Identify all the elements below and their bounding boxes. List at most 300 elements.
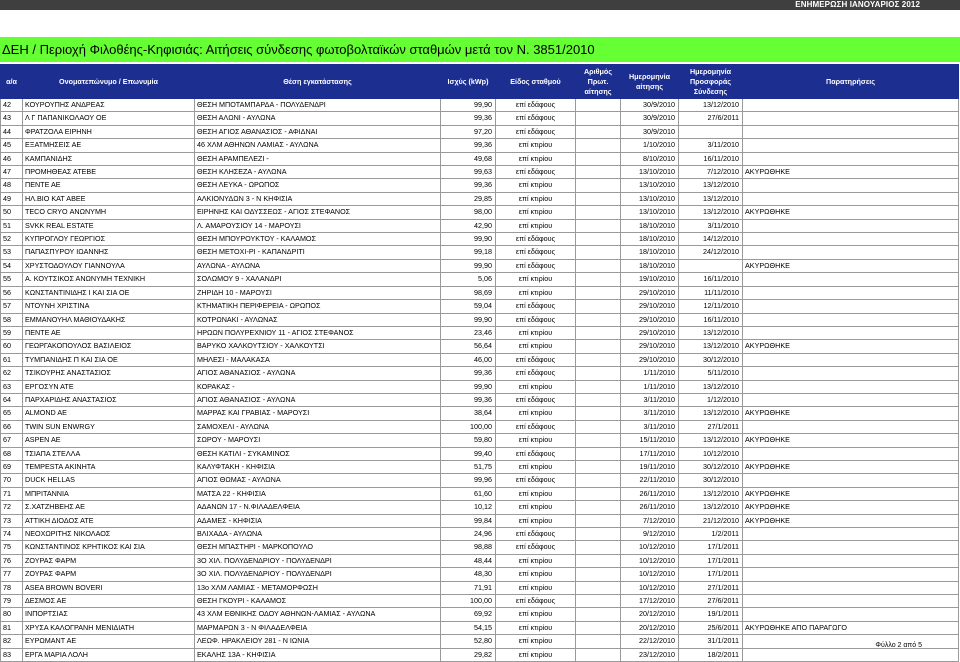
column-header: Ημερομηνία αίτησης (621, 65, 679, 99)
remarks-cell (743, 300, 959, 313)
row-number-cell: 79 (1, 595, 23, 608)
power-kwp-cell: 98,88 (441, 541, 496, 554)
update-label: ΕΝΗΜΕΡΩΣΗ ΙΑΝΟΥΑΡΙΟΣ 2012 (795, 0, 920, 9)
installation-site-cell: 3Ο ΧΙΛ. ΠΟΛΥΔΕΝΔΡΙΟΥ - ΠΟΛΥΔΕΝΔΡΙ (195, 568, 441, 581)
table-row (1, 380, 959, 393)
application-date-cell: 13/10/2010 (621, 192, 679, 205)
station-type-cell: επί εδάφους (496, 166, 576, 179)
installation-site-cell: ΘΕΣΗ ΚΛΗΣΕΖΑ - ΑΥΛΩΝΑ (195, 166, 441, 179)
row-number-cell: 69 (1, 460, 23, 473)
table-row (1, 152, 959, 165)
application-date-cell: 13/10/2010 (621, 166, 679, 179)
row-number-cell: 66 (1, 420, 23, 433)
applicant-name-cell: ΝΕΟΧΩΡΙΤΗΣ ΝΙΚΟΛΑΟΣ (23, 528, 195, 541)
station-type-cell: επί εδάφους (496, 474, 576, 487)
page-number: Φύλλο 2 από 5 (875, 642, 922, 649)
installation-site-cell: ΣΟΛΩΜΟΥ 9 - ΧΑΛΑΝΔΡΙ (195, 273, 441, 286)
remarks-cell: ΑΚΥΡΩΘΗΚΕ (743, 514, 959, 527)
station-type-cell: επί κτιρίου (496, 487, 576, 500)
station-type-cell: επί κτιρίου (496, 340, 576, 353)
remarks-cell (743, 474, 959, 487)
protocol-number-cell (576, 99, 621, 112)
installation-site-cell: ΑΓΙΟΣ ΘΩΜΑΣ - ΑΥΛΩΝΑ (195, 474, 441, 487)
remarks-cell (743, 367, 959, 380)
protocol-number-cell (576, 474, 621, 487)
protocol-number-cell (576, 179, 621, 192)
offer-date-cell: 30/12/2010 (679, 353, 743, 366)
protocol-number-cell (576, 125, 621, 138)
table-row (1, 233, 959, 246)
table-row (1, 487, 959, 500)
application-date-cell: 22/12/2010 (621, 635, 679, 648)
protocol-number-cell (576, 273, 621, 286)
offer-date-cell: 13/12/2010 (679, 501, 743, 514)
applicant-name-cell: Σ.ΧΑΤΖΗΒΕΗΣ ΑΕ (23, 501, 195, 514)
power-kwp-cell: 99,90 (441, 99, 496, 112)
table-row (1, 568, 959, 581)
power-kwp-cell: 99,36 (441, 139, 496, 152)
remarks-cell (743, 152, 959, 165)
remarks-cell (743, 393, 959, 406)
application-date-cell: 30/9/2010 (621, 112, 679, 125)
installation-site-cell: ΚΟΤΡΩΝΑΚΙ - ΑΥΛΩΝΑΣ (195, 313, 441, 326)
protocol-number-cell (576, 380, 621, 393)
table-row (1, 273, 959, 286)
protocol-number-cell (576, 206, 621, 219)
station-type-cell: επί κτιρίου (496, 219, 576, 232)
table-row (1, 219, 959, 232)
installation-site-cell: ΑΛΚΙΟΝΥΔΩΝ 3 - Ν ΚΗΦΙΣΙΑ (195, 192, 441, 205)
title-bar (0, 37, 960, 62)
power-kwp-cell: 48,44 (441, 554, 496, 567)
installation-site-cell: ΘΕΣΗ ΑΓΙΟΣ ΑΘΑΝΑΣΙΟΣ - ΑΦΙΔΝΑΙ (195, 125, 441, 138)
station-type-cell: επί κτιρίου (496, 286, 576, 299)
remarks-cell (743, 286, 959, 299)
applicant-name-cell: ΑΤΤΙΚΗ ΔΙΟΔΟΣ ΑΤΕ (23, 514, 195, 527)
installation-site-cell: ΜΑΡΜΑΡΩΝ 3 - Ν ΦΙΛΑΔΕΛΦΕΙΑ (195, 621, 441, 634)
remarks-cell (743, 246, 959, 259)
table-row (1, 139, 959, 152)
applicant-name-cell: Α. ΚΟΥΤΣΙΚΟΣ ΑΝΩΝΥΜΗ ΤΕΧΝΙΚΗ (23, 273, 195, 286)
offer-date-cell: 27/1/2011 (679, 420, 743, 433)
row-number-cell: 59 (1, 326, 23, 339)
remarks-cell (743, 112, 959, 125)
application-date-cell: 29/10/2010 (621, 286, 679, 299)
power-kwp-cell: 99,90 (441, 259, 496, 272)
table-row (1, 595, 959, 608)
row-number-cell: 74 (1, 528, 23, 541)
application-date-cell: 29/10/2010 (621, 313, 679, 326)
installation-site-cell: ΕΚΑΛΗΣ 13Α - ΚΗΦΙΣΙΑ (195, 648, 441, 661)
offer-date-cell: 13/12/2010 (679, 206, 743, 219)
remarks-cell (743, 313, 959, 326)
row-number-cell: 51 (1, 219, 23, 232)
table-row (1, 581, 959, 594)
offer-date-cell: 16/11/2010 (679, 152, 743, 165)
remarks-cell (743, 179, 959, 192)
power-kwp-cell: 29,82 (441, 648, 496, 661)
application-date-cell: 3/11/2010 (621, 393, 679, 406)
table-row (1, 648, 959, 661)
offer-date-cell: 16/11/2010 (679, 273, 743, 286)
protocol-number-cell (576, 313, 621, 326)
row-number-cell: 60 (1, 340, 23, 353)
application-date-cell: 3/11/2010 (621, 407, 679, 420)
power-kwp-cell: 38,64 (441, 407, 496, 420)
station-type-cell: επί εδάφους (496, 233, 576, 246)
remarks-cell (743, 380, 959, 393)
applicant-name-cell: ASPEN AE (23, 434, 195, 447)
table-row (1, 460, 959, 473)
applicant-name-cell: ΠΑΡΧΑΡΙΔΗΣ ΑΝΑΣΤΑΣΙΟΣ (23, 393, 195, 406)
station-type-cell: επί εδάφους (496, 300, 576, 313)
station-type-cell: επί εδάφους (496, 313, 576, 326)
remarks-cell (743, 326, 959, 339)
power-kwp-cell: 99,84 (441, 514, 496, 527)
applicant-name-cell: ΚΩΝΣΤΑΝΤΙΝΟΣ ΚΡΗΤΙΚΟΣ ΚΑΙ ΣΙΑ (23, 541, 195, 554)
protocol-number-cell (576, 554, 621, 567)
table-row (1, 501, 959, 514)
application-date-cell: 10/12/2010 (621, 568, 679, 581)
remarks-cell (743, 233, 959, 246)
applicant-name-cell: ΚΩΝΣΤΑΝΤΙΝΙΔΗΣ Ι ΚΑΙ ΣΙΑ ΟΕ (23, 286, 195, 299)
protocol-number-cell (576, 192, 621, 205)
protocol-number-cell (576, 487, 621, 500)
row-number-cell: 62 (1, 367, 23, 380)
power-kwp-cell: 100,00 (441, 595, 496, 608)
column-header: Είδος σταθμού (496, 65, 576, 99)
offer-date-cell: 13/12/2010 (679, 487, 743, 500)
application-date-cell: 9/12/2010 (621, 528, 679, 541)
station-type-cell: επί εδάφους (496, 447, 576, 460)
applicant-name-cell: ΕΥΡΩΜΑΝΤ ΑΕ (23, 635, 195, 648)
applicant-name-cell: ΔΕΣΜΟΣ ΑΕ (23, 595, 195, 608)
installation-site-cell: ΘΕΣΗ ΓΚΟΥΡΙ - ΚΑΛΑΜΟΣ (195, 595, 441, 608)
station-type-cell: επί εδάφους (496, 420, 576, 433)
row-number-cell: 43 (1, 112, 23, 125)
table-row (1, 326, 959, 339)
applicant-name-cell: TEMPESTA ΑΚΙΝΗΤΑ (23, 460, 195, 473)
row-number-cell: 50 (1, 206, 23, 219)
protocol-number-cell (576, 407, 621, 420)
table-row (1, 300, 959, 313)
row-number-cell: 78 (1, 581, 23, 594)
offer-date-cell: 13/12/2010 (679, 326, 743, 339)
offer-date-cell: 3/11/2010 (679, 219, 743, 232)
application-date-cell: 30/9/2010 (621, 125, 679, 138)
station-type-cell: επί κτιρίου (496, 581, 576, 594)
station-type-cell: επί εδάφους (496, 595, 576, 608)
protocol-number-cell (576, 139, 621, 152)
row-number-cell: 46 (1, 152, 23, 165)
installation-site-cell: ΘΕΣΗ ΚΑΤΙΛΙ - ΣΥΚΑΜΙΝΟΣ (195, 447, 441, 460)
remarks-cell (743, 273, 959, 286)
protocol-number-cell (576, 635, 621, 648)
applicant-name-cell: ΜΠΡΙΤΑΝΝΙΑ (23, 487, 195, 500)
installation-site-cell: ΜΑΤΣΑ 22 - ΚΗΦΙΣΙΑ (195, 487, 441, 500)
protocol-number-cell (576, 259, 621, 272)
power-kwp-cell: 5,06 (441, 273, 496, 286)
protocol-number-cell (576, 367, 621, 380)
power-kwp-cell: 49,68 (441, 152, 496, 165)
installation-site-cell: ΑΔΑΜΕΣ - ΚΗΦΙΣΙΑ (195, 514, 441, 527)
installation-site-cell: ΒΛΙΧΑΔΑ - ΑΥΛΩΝΑ (195, 528, 441, 541)
row-number-cell: 65 (1, 407, 23, 420)
application-date-cell: 29/10/2010 (621, 353, 679, 366)
protocol-number-cell (576, 219, 621, 232)
remarks-cell: ΑΚΥΡΩΘΗΚΕ (743, 206, 959, 219)
power-kwp-cell: 99,90 (441, 380, 496, 393)
application-date-cell: 15/11/2010 (621, 434, 679, 447)
station-type-cell: επί εδάφους (496, 112, 576, 125)
remarks-cell (743, 568, 959, 581)
installation-site-cell: ΑΓΙΟΣ ΑΘΑΝΑΣΙΟΣ - ΑΥΛΩΝΑ (195, 367, 441, 380)
power-kwp-cell: 51,75 (441, 460, 496, 473)
row-number-cell: 64 (1, 393, 23, 406)
installation-site-cell: ΘΕΣΗ ΛΕΥΚΑ - ΩΡΩΠΟΣ (195, 179, 441, 192)
applicant-name-cell: ΕΡΓΟΣΥΝ ΑΤΕ (23, 380, 195, 393)
application-date-cell: 18/10/2010 (621, 246, 679, 259)
station-type-cell: επί εδάφους (496, 353, 576, 366)
table-row (1, 179, 959, 192)
station-type-cell: επί κτιρίου (496, 380, 576, 393)
column-header: Παρατηρήσεις (743, 65, 959, 99)
station-type-cell: επί κτιρίου (496, 152, 576, 165)
offer-date-cell: 18/2/2011 (679, 648, 743, 661)
row-number-cell: 52 (1, 233, 23, 246)
offer-date-cell: 10/12/2010 (679, 447, 743, 460)
offer-date-cell: 7/12/2010 (679, 166, 743, 179)
applicant-name-cell: ΚΥΠΡΟΓΛΟΥ ΓΕΩΡΓΙΟΣ (23, 233, 195, 246)
row-number-cell: 63 (1, 380, 23, 393)
offer-date-cell: 13/12/2010 (679, 434, 743, 447)
offer-date-cell: 13/12/2010 (679, 340, 743, 353)
protocol-number-cell (576, 246, 621, 259)
station-type-cell: επί κτιρίου (496, 554, 576, 567)
offer-date-cell: 30/12/2010 (679, 474, 743, 487)
row-number-cell: 72 (1, 501, 23, 514)
power-kwp-cell: 99,36 (441, 179, 496, 192)
protocol-number-cell (576, 326, 621, 339)
row-number-cell: 70 (1, 474, 23, 487)
applicant-name-cell: Λ Γ ΠΑΠΑΝΙΚΟΛΑΟΥ ΟΕ (23, 112, 195, 125)
table-row (1, 353, 959, 366)
table-header-row (1, 65, 959, 99)
power-kwp-cell: 99,90 (441, 233, 496, 246)
application-date-cell: 3/11/2010 (621, 420, 679, 433)
power-kwp-cell: 99,63 (441, 166, 496, 179)
offer-date-cell (679, 259, 743, 272)
remarks-cell (743, 581, 959, 594)
installation-site-cell: 3Ο ΧΙΛ. ΠΟΛΥΔΕΝΔΡΙΟΥ - ΠΟΛΥΔΕΝΔΡΙ (195, 554, 441, 567)
power-kwp-cell: 42,90 (441, 219, 496, 232)
table-row (1, 313, 959, 326)
application-date-cell: 1/11/2010 (621, 380, 679, 393)
applications-table (0, 64, 959, 662)
application-date-cell: 29/10/2010 (621, 326, 679, 339)
installation-site-cell: 43 ΧΛΜ ΕΘΝΙΚΗΣ ΟΔΟΥ ΑΘΗΝΩΝ-ΛΑΜΙΑΣ - ΑΥΛΩΝΑ (195, 608, 441, 621)
offer-date-cell: 3/11/2010 (679, 139, 743, 152)
offer-date-cell: 12/11/2010 (679, 300, 743, 313)
power-kwp-cell: 99,90 (441, 313, 496, 326)
row-number-cell: 75 (1, 541, 23, 554)
protocol-number-cell (576, 300, 621, 313)
station-type-cell: επί κτιρίου (496, 326, 576, 339)
applicant-name-cell: ΠΡΟΜΗΘΕΑΣ ΑΤΕΒΕ (23, 166, 195, 179)
installation-site-cell: ΚΤΗΜΑΤΙΚΗ ΠΕΡΙΦΕΡΕΙΑ - ΩΡΩΠΟΣ (195, 300, 441, 313)
applicant-name-cell: SVKK REAL ESTATE (23, 219, 195, 232)
offer-date-cell: 25/6/2011 (679, 621, 743, 634)
offer-date-cell: 16/11/2010 (679, 313, 743, 326)
column-header: α/α (1, 65, 23, 99)
installation-site-cell: ΣΑΜΟΧΕΛΙ - ΑΥΛΩΝΑ (195, 420, 441, 433)
remarks-cell (743, 99, 959, 112)
table-row (1, 635, 959, 648)
table-row (1, 192, 959, 205)
protocol-number-cell (576, 621, 621, 634)
row-number-cell: 71 (1, 487, 23, 500)
table-row (1, 434, 959, 447)
power-kwp-cell: 71,91 (441, 581, 496, 594)
power-kwp-cell: 23,46 (441, 326, 496, 339)
application-date-cell: 18/10/2010 (621, 259, 679, 272)
station-type-cell: επί κτιρίου (496, 621, 576, 634)
row-number-cell: 61 (1, 353, 23, 366)
protocol-number-cell (576, 447, 621, 460)
installation-site-cell: ΜΗΛΕΣΙ - ΜΑΛΑΚΑΣΑ (195, 353, 441, 366)
table-row (1, 621, 959, 634)
row-number-cell: 57 (1, 300, 23, 313)
applicant-name-cell: ΠΕΝΤΕ ΑΕ (23, 179, 195, 192)
remarks-cell (743, 192, 959, 205)
table-row (1, 554, 959, 567)
station-type-cell: επί εδάφους (496, 393, 576, 406)
remarks-cell: ΑΚΥΡΩΘΗΚΕ (743, 340, 959, 353)
application-date-cell: 10/12/2010 (621, 541, 679, 554)
protocol-number-cell (576, 420, 621, 433)
row-number-cell: 55 (1, 273, 23, 286)
installation-site-cell: ΜΑΡΡΑΣ ΚΑΙ ΓΡΑΒΙΑΣ - ΜΑΡΟΥΣΙ (195, 407, 441, 420)
station-type-cell: επί κτιρίου (496, 648, 576, 661)
offer-date-cell: 17/1/2011 (679, 541, 743, 554)
applicant-name-cell: ΖΟΥΡΑΣ ΦΑΡΜ (23, 554, 195, 567)
offer-date-cell: 1/2/2011 (679, 528, 743, 541)
remarks-cell (743, 554, 959, 567)
power-kwp-cell: 61,60 (441, 487, 496, 500)
applicant-name-cell: ΠΕΝΤΕ ΑΕ (23, 326, 195, 339)
protocol-number-cell (576, 112, 621, 125)
station-type-cell: επί εδάφους (496, 541, 576, 554)
offer-date-cell: 5/11/2010 (679, 367, 743, 380)
table-row (1, 246, 959, 259)
offer-date-cell: 14/12/2010 (679, 233, 743, 246)
row-number-cell: 53 (1, 246, 23, 259)
power-kwp-cell: 54,15 (441, 621, 496, 634)
power-kwp-cell: 99,36 (441, 367, 496, 380)
applicant-name-cell: ΖΟΥΡΑΣ ΦΑΡΜ (23, 568, 195, 581)
protocol-number-cell (576, 340, 621, 353)
offer-date-cell: 27/6/2011 (679, 112, 743, 125)
installation-site-cell: ΘΕΣΗ ΜΠΟΤΑΜΠΑΡΔΑ - ΠΟΛΥΔΕΝΔΡΙ (195, 99, 441, 112)
table-row (1, 206, 959, 219)
offer-date-cell: 19/1/2011 (679, 608, 743, 621)
power-kwp-cell: 46,00 (441, 353, 496, 366)
table-row (1, 340, 959, 353)
protocol-number-cell (576, 595, 621, 608)
application-date-cell: 20/12/2010 (621, 608, 679, 621)
applicant-name-cell: ΓΕΩΡΓΑΚΟΠΟΥΛΟΣ ΒΑΣΙΛΕΙΟΣ (23, 340, 195, 353)
protocol-number-cell (576, 393, 621, 406)
installation-site-cell: ΑΥΛΩΝΑ - ΑΥΛΩΝΑ (195, 259, 441, 272)
applicant-name-cell: ΝΤΟΥΝΗ ΧΡΙΣΤΙΝΑ (23, 300, 195, 313)
station-type-cell: επί εδάφους (496, 99, 576, 112)
installation-site-cell: ΘΕΣΗ ΑΛΩΝΙ - ΑΥΛΩΝΑ (195, 112, 441, 125)
remarks-cell: ΑΚΥΡΩΘΗΚΕ (743, 407, 959, 420)
installation-site-cell: ΛΕΩΦ. ΗΡΑΚΛΕΙΟΥ 281 - Ν ΙΩΝΙΑ (195, 635, 441, 648)
table-row (1, 112, 959, 125)
page-title: ΔΕΗ / Περιοχή Φιλοθέης-Κηφισιάς: Αιτήσεις σύνδεσης φωτοβολταϊκών σταθμών μετά τον Ν. 3851/2010 (2, 42, 595, 57)
power-kwp-cell: 99,40 (441, 447, 496, 460)
remarks-cell: ΑΚΥΡΩΘΗΚΕ (743, 259, 959, 272)
power-kwp-cell: 99,96 (441, 474, 496, 487)
offer-date-cell: 13/12/2010 (679, 192, 743, 205)
application-date-cell: 1/10/2010 (621, 139, 679, 152)
row-number-cell: 81 (1, 621, 23, 634)
application-date-cell: 10/12/2010 (621, 554, 679, 567)
application-date-cell: 22/11/2010 (621, 474, 679, 487)
installation-site-cell: ΑΔΑΝΩΝ 17 - Ν.ΦΙΛΑΔΕΛΦΕΙΑ (195, 501, 441, 514)
application-date-cell: 26/11/2010 (621, 501, 679, 514)
protocol-number-cell (576, 541, 621, 554)
installation-site-cell: ΑΓΙΟΣ ΑΘΑΝΑΣΙΟΣ - ΑΥΛΩΝΑ (195, 393, 441, 406)
station-type-cell: επί κτιρίου (496, 139, 576, 152)
remarks-cell (743, 420, 959, 433)
application-date-cell: 20/12/2010 (621, 621, 679, 634)
row-number-cell: 82 (1, 635, 23, 648)
applicant-name-cell: ΠΑΠΑΣΠΥΡΟΥ ΙΩΑΝΝΗΣ (23, 246, 195, 259)
offer-date-cell: 27/1/2011 (679, 581, 743, 594)
power-kwp-cell: 97,20 (441, 125, 496, 138)
protocol-number-cell (576, 648, 621, 661)
offer-date-cell: 1/12/2010 (679, 393, 743, 406)
remarks-cell (743, 541, 959, 554)
installation-site-cell: ΒΑΡΥΚΟ ΧΑΛΚΟΥΤΣΙΟΥ - ΧΑΛΚΟΥΤΣΙ (195, 340, 441, 353)
column-header: Αριθμός Πρωτ. αίτησης (576, 65, 621, 99)
protocol-number-cell (576, 501, 621, 514)
power-kwp-cell: 29,85 (441, 192, 496, 205)
applicant-name-cell: ΤΥΜΠΑΝΙΔΗΣ Π ΚΑΙ ΣΙΑ ΟΕ (23, 353, 195, 366)
application-date-cell: 13/10/2010 (621, 179, 679, 192)
installation-site-cell: ΚΑΛΥΦΤΑΚΗ - ΚΗΦΙΣΙΑ (195, 460, 441, 473)
station-type-cell: επί εδάφους (496, 528, 576, 541)
station-type-cell: επί κτιρίου (496, 407, 576, 420)
application-date-cell: 8/10/2010 (621, 152, 679, 165)
protocol-number-cell (576, 434, 621, 447)
row-number-cell: 80 (1, 608, 23, 621)
installation-site-cell: ΘΕΣΗ ΜΠΑΣΤΗΡΙ - ΜΑΡΚΟΠΟΥΛΟ (195, 541, 441, 554)
applicant-name-cell: ΧΡΥΣΑ ΚΑΛΟΓΡΑΝΗ ΜΕΝΙΔΙΑΤΗ (23, 621, 195, 634)
row-number-cell: 42 (1, 99, 23, 112)
table-row (1, 125, 959, 138)
remarks-cell (743, 648, 959, 661)
power-kwp-cell: 24,96 (441, 528, 496, 541)
remarks-cell (743, 125, 959, 138)
table-row (1, 447, 959, 460)
column-header: Θέση εγκατάστασης (195, 65, 441, 99)
row-number-cell: 47 (1, 166, 23, 179)
row-number-cell: 73 (1, 514, 23, 527)
table-row (1, 166, 959, 179)
